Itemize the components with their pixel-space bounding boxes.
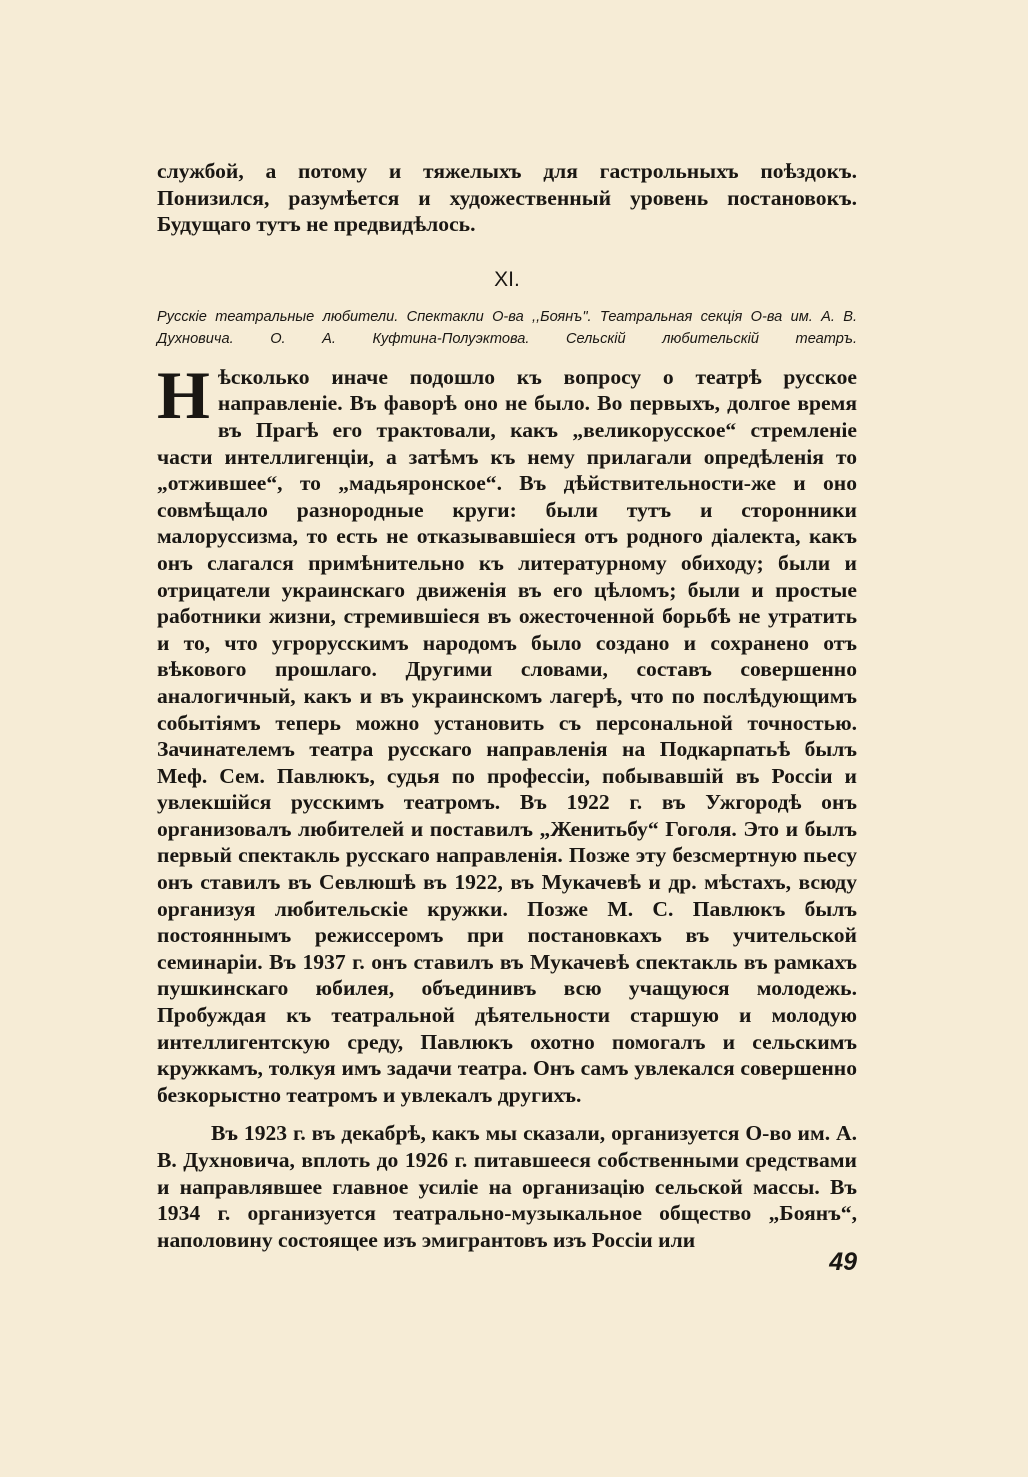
chapter-summary: Русскіе театральные любители. Спектакли О-ва ,,Боянъ". Театральная секція О-ва им. А. В. Духновича. О. А. Куфтина-Полуэктова. Сельскій любительскій театръ. <box>157 308 857 347</box>
page-number: 49 <box>829 1248 857 1276</box>
paragraph-two: Въ 1923 г. въ декабрѣ, какъ мы сказали, организуется О-во им. А. В. Духновича, вплоть до 1926 г. питавшееся собственными средствами и направлявшее главное усиліе на организацію сельской массы. Въ 1934 г. организуется театрально-музыкальное общество „Боянъ“, наполовину состоящее изъ эмигрантовъ изъ Россіи или <box>157 1121 857 1252</box>
chapter-number: XI. <box>494 267 520 291</box>
paragraph-one <box>157 356 857 1109</box>
drop-cap-letter: Н <box>157 356 210 433</box>
paragraph-one-text: ѣсколько иначе подошло къ вопросу о театрѣ русское направленіе. Въ фаворѣ оно не было. Во первыхъ, долгое время въ Прагѣ его трактовали, какъ „великорусское“ стремленіе части интеллигенціи, а затѣмъ къ нему прилагали опредѣленія то „отжившее“, то „мадьяронское“. Въ дѣйствительности-же и оно совмѣщало разнородные круги: были тутъ и сторонники малоруссизма, то есть не отказывавшіеся отъ родного діалекта, какъ онъ слагался примѣнительно къ литературному обиходу; были и отрицатели украинскаго движенія въ его цѣломъ; были и простые работники жизни, стремившіеся въ ожесточенной борьбѣ не утратить и то, что угрорусскимъ народомъ было создано и сохранено отъ вѣкового прошлаго. Другими словами, составъ совершенно аналогичный, какъ и въ украинскомъ лагерѣ, что по послѣдующимъ событіямъ теперь можно установить съ персональной точностью. Зачинателемъ театра русскаго направленія на Подкарпатьѣ былъ Меф. Сем. Павлюкъ, судья по профессіи, побывавшій въ Россіи и увлекшійся русскимъ театромъ. Въ 1922 г. въ Ужгородѣ онъ организовалъ любителей и поставилъ „Женитьбу“ Гоголя. Это и былъ первый спектакль русскаго направленія. Позже эту безсмертную пьесу онъ ставилъ въ Севлюшѣ въ 1922, въ Мукачевѣ и др. мѣстахъ, всюду организуя любительскіе кружки. Позже М. С. Павлюкъ былъ постояннымъ режиссеромъ при постановкахъ въ учительской семинаріи. Въ 1937 г. онъ ставилъ въ Мукачевѣ спектакль въ рамкахъ пушкинскаго юбилея, объединивъ всю учащуюся молодежь. Пробуждая къ театральной дѣятельности старшую и молодую интеллигентскую среду, Павлюкъ охотно помогалъ и сельскимъ кружкамъ, толкуя имъ задачи театра. Онъ самъ увлекался совершенно безкорыстно театромъ и увлекалъ другихъ. <box>157 364 857 1107</box>
continuation-paragraph: службой, а потому и тяжелыхъ для гастрольныхъ поѣздокъ. Понизился, разумѣется и художественный уровень постановокъ. Будущаго тутъ не предвидѣлось. <box>157 159 857 237</box>
page-body <box>157 158 857 1253</box>
